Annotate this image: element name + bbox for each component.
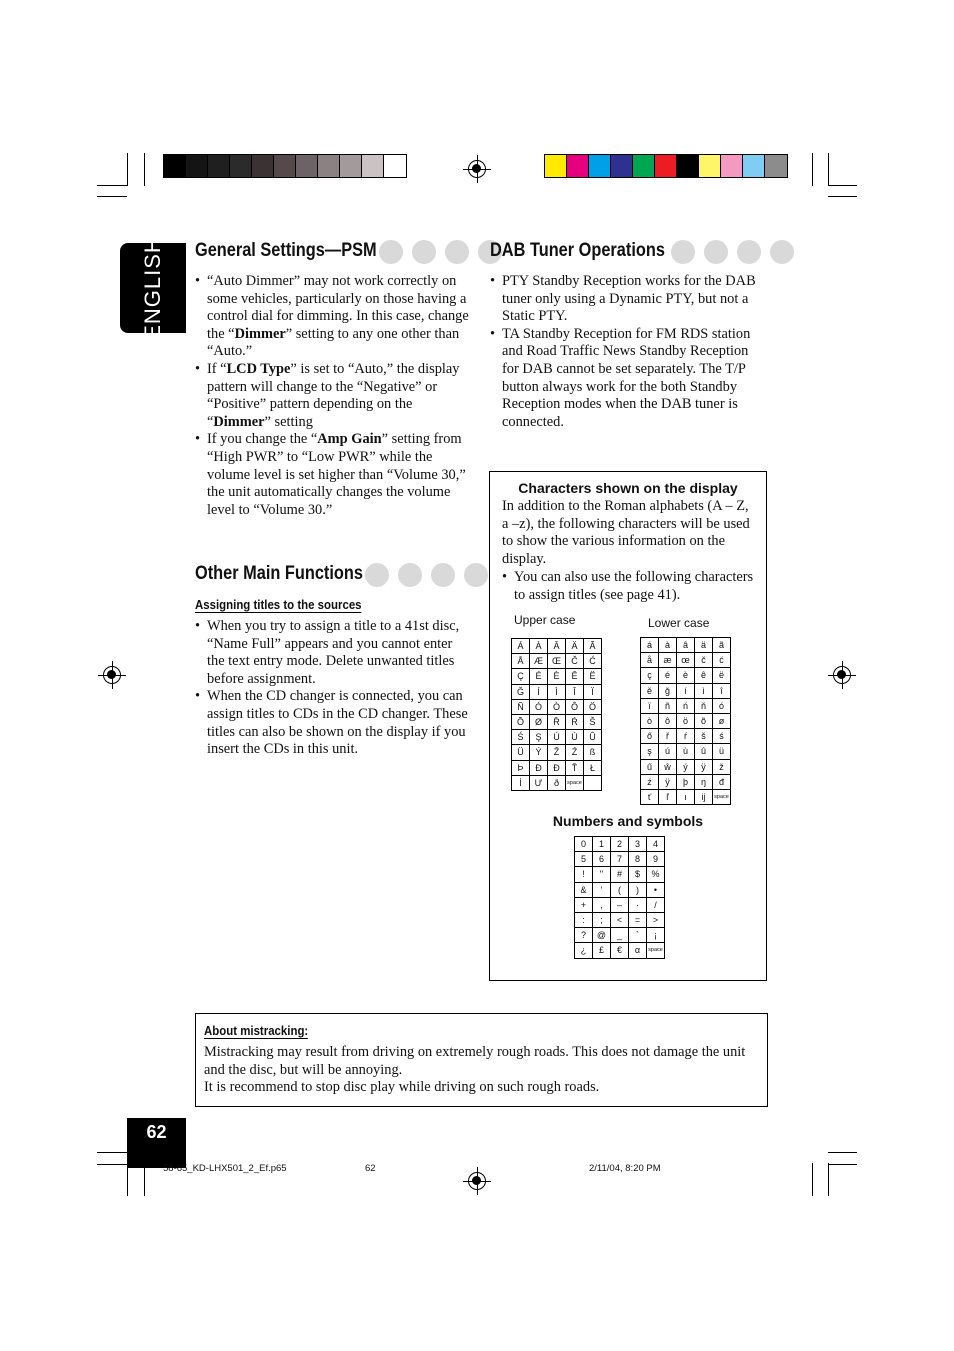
color-swatch [567, 155, 589, 177]
char-cell: : [575, 912, 593, 927]
char-cell: = [629, 912, 647, 927]
mistracking-line: Mistracking may result from driving on extremely rough roads. This does not damage the unit and the disc, but will be annoying. [204, 1044, 746, 1078]
char-cell: Ê [566, 669, 584, 684]
lower-case-label: Lower case [648, 616, 710, 630]
registration-mark-icon [468, 1172, 486, 1190]
footer-date: 2/11/04, 8:20 PM [589, 1163, 661, 1174]
color-swatch [208, 155, 230, 177]
decoration-dot [445, 240, 469, 264]
assigning-titles-subheading: Assigning titles to the sources [195, 597, 362, 612]
char-cell: · [629, 897, 647, 912]
heading-decoration-dots [671, 240, 794, 264]
char-cell: ě [641, 683, 659, 698]
char-cell: Á [512, 639, 530, 654]
color-swatch [384, 155, 406, 177]
decoration-dot [365, 563, 389, 587]
char-cell: Å [512, 654, 530, 669]
crop-mark [812, 1163, 813, 1196]
table-row [512, 760, 602, 775]
table-row [641, 713, 731, 728]
color-swatch [765, 155, 787, 177]
char-cell: â [677, 638, 695, 653]
char-cell: > [647, 912, 665, 927]
char-cell: ñ [659, 698, 677, 713]
char-cell: Ï [584, 684, 602, 699]
table-row [575, 882, 665, 897]
char-cell: ň [695, 698, 713, 713]
char-cell: Ä [566, 639, 584, 654]
char-cell: ì [695, 683, 713, 698]
char-cell: ø [713, 713, 731, 728]
char-cell: ş [641, 744, 659, 759]
char-cell: Œ [548, 654, 566, 669]
char-cell: Ŕ [566, 714, 584, 729]
char-cell [584, 775, 602, 790]
char-cell: + [575, 897, 593, 912]
char-cell: ľ [659, 789, 677, 804]
crop-mark [828, 153, 829, 186]
char-cell: Ú [548, 730, 566, 745]
char-cell: ŋ [695, 774, 713, 789]
char-cell: č [695, 653, 713, 668]
char-cell: Â [548, 639, 566, 654]
char-cell: ÿ [695, 759, 713, 774]
char-cell: 7 [611, 852, 629, 867]
char-cell: É [530, 669, 548, 684]
crop-mark [828, 196, 857, 197]
list-item: • If “LCD Type” is set to “Auto,” the display pattern will change to the “Negative” or “Positive” pattern depending on the “Dimmer” setting [195, 361, 471, 431]
char-cell: < [611, 912, 629, 927]
decoration-dot [464, 563, 488, 587]
char-cell: ó [713, 698, 731, 713]
char-cell: þ [677, 774, 695, 789]
char-cell: Ł [584, 760, 602, 775]
heading-decoration-dots [365, 563, 488, 587]
characters-title: Characters shown on the display [518, 480, 738, 496]
color-swatch [186, 155, 208, 177]
char-cell: ê [695, 668, 713, 683]
char-cell: % [647, 867, 665, 882]
char-cell: ù [677, 744, 695, 759]
char-cell: ć [713, 653, 731, 668]
assigning-titles-list [195, 618, 471, 759]
footer-page: 62 [365, 1163, 376, 1174]
table-row [641, 789, 731, 804]
char-cell: 4 [647, 837, 665, 852]
color-swatch [611, 155, 633, 177]
char-cell: ť [641, 789, 659, 804]
char-cell: ( [611, 882, 629, 897]
char-cell: Ğ [512, 684, 530, 699]
table-row [641, 698, 731, 713]
language-tab [120, 236, 186, 340]
registration-mark-icon [833, 666, 851, 684]
table-row [641, 774, 731, 789]
char-cell: Ñ [512, 699, 530, 714]
crop-mark [97, 1152, 127, 1153]
crop-mark [812, 153, 813, 186]
upper-case-label: Upper case [514, 613, 576, 627]
char-cell: ç [641, 668, 659, 683]
char-cell: Ö [584, 699, 602, 714]
characters-bullet-text: You can also use the following characters to assign titles (see page 41). [514, 569, 754, 603]
char-cell: ž [713, 759, 731, 774]
char-cell: / [647, 897, 665, 912]
char-cell: ¿ [575, 943, 593, 958]
table-row [512, 775, 602, 790]
char-cell: 5 [575, 852, 593, 867]
color-swatch [340, 155, 362, 177]
char-cell: & [575, 882, 593, 897]
char-cell: ř [659, 729, 677, 744]
list-item: • “Auto Dimmer” may not work correctly on some vehicles, particularly on those having a control dial for dimming. In this case, change the “Dimmer” setting to any one other than “Auto.” [195, 273, 471, 361]
decoration-dot [671, 240, 695, 264]
char-cell: Ø [530, 714, 548, 729]
char-cell: Þ [512, 760, 530, 775]
char-cell: ï [641, 698, 659, 713]
color-swatch [699, 155, 721, 177]
char-cell: ð [548, 775, 566, 790]
char-cell: space [566, 775, 584, 790]
char-cell: ß [584, 745, 602, 760]
char-cell: Ã [584, 639, 602, 654]
table-row [641, 729, 731, 744]
char-cell: – [611, 897, 629, 912]
char-cell: õ [695, 713, 713, 728]
mistracking-box [195, 1013, 768, 1107]
process-color-bar [544, 154, 788, 178]
char-cell: @ [593, 928, 611, 943]
char-cell: ű [641, 759, 659, 774]
table-row [641, 683, 731, 698]
table-row [575, 837, 665, 852]
char-cell: Ư [530, 775, 548, 790]
upper-case-table [511, 638, 602, 791]
char-cell: space [713, 789, 731, 804]
list-item: • If you change the “Amp Gain” setting from “High PWR” to “Low PWR” while the volume level is set higher than “Volume 30,” the unit automatically changes the volume level to “Volume 30.” [195, 431, 471, 519]
char-cell: ô [659, 713, 677, 728]
char-cell: Ç [512, 669, 530, 684]
color-swatch [721, 155, 743, 177]
table-row [641, 668, 731, 683]
dab-tuner-list [490, 273, 762, 431]
color-swatch [230, 155, 252, 177]
char-cell: ã [713, 638, 731, 653]
char-cell: Č [566, 654, 584, 669]
char-cell: Û [584, 730, 602, 745]
char-cell: ŵ [659, 759, 677, 774]
table-row [512, 745, 602, 760]
char-cell: 8 [629, 852, 647, 867]
table-row [512, 669, 602, 684]
decoration-dot [412, 240, 436, 264]
mistracking-line: It is recommend to stop disc play while driving on such rough roads. [204, 1079, 600, 1096]
lower-case-table [640, 637, 731, 805]
char-cell: € [611, 943, 629, 958]
char-cell: á [641, 638, 659, 653]
crop-mark [144, 153, 145, 186]
mistracking-title: About mistracking: [204, 1023, 309, 1038]
char-cell: 1 [593, 837, 611, 852]
color-swatch [655, 155, 677, 177]
crop-mark [97, 185, 127, 186]
characters-bullet [502, 569, 758, 604]
mistracking-text [204, 1044, 760, 1097]
char-cell: ı [677, 789, 695, 804]
char-cell: 9 [647, 852, 665, 867]
crop-mark [127, 153, 128, 186]
char-cell: ò [641, 713, 659, 728]
char-cell: Î [566, 684, 584, 699]
char-cell: Ř [548, 714, 566, 729]
table-row [512, 714, 602, 729]
color-swatch [274, 155, 296, 177]
char-cell: Ş [530, 730, 548, 745]
crop-mark [828, 185, 857, 186]
table-row [575, 867, 665, 882]
char-cell: ź [641, 774, 659, 789]
char-cell: î [713, 683, 731, 698]
char-cell: à [659, 638, 677, 653]
char-cell: ) [629, 882, 647, 897]
char-cell: Ì [548, 684, 566, 699]
general-settings-list [195, 273, 471, 519]
color-swatch [296, 155, 318, 177]
char-cell: space [647, 943, 665, 958]
decoration-dot [770, 240, 794, 264]
color-swatch [743, 155, 765, 177]
char-cell: Ù [566, 730, 584, 745]
char-cell: ¡ [647, 928, 665, 943]
char-cell: Ź [566, 745, 584, 760]
table-row [512, 654, 602, 669]
registration-mark-icon [468, 160, 486, 178]
char-cell: Ë [584, 669, 602, 684]
char-cell: ; [593, 912, 611, 927]
table-row [575, 928, 665, 943]
table-row [512, 699, 602, 714]
color-swatch [677, 155, 699, 177]
char-cell: Æ [530, 654, 548, 669]
other-main-functions-heading: Other Main Functions [195, 563, 363, 584]
decoration-dot [398, 563, 422, 587]
char-cell: ğ [659, 683, 677, 698]
table-row [641, 744, 731, 759]
general-settings-heading: General Settings—PSM [195, 240, 377, 261]
char-cell: ý [677, 759, 695, 774]
char-cell: Ý [530, 745, 548, 760]
char-cell: ` [629, 928, 647, 943]
char-cell: " [593, 867, 611, 882]
grayscale-color-bar [163, 154, 407, 178]
char-cell: 6 [593, 852, 611, 867]
char-cell: ö [677, 713, 695, 728]
char-cell: Ò [548, 699, 566, 714]
table-row [641, 759, 731, 774]
footer-filename: 58-65_KD-LHX501_2_Ef.p65 [163, 1163, 287, 1174]
list-item: • PTY Standby Reception works for the DAB tuner only using a Dynamic PTY, but not a Static PTY. [490, 273, 762, 326]
crop-mark [97, 1164, 127, 1165]
char-cell: ś [713, 729, 731, 744]
char-cell: Ó [530, 699, 548, 714]
bullet-glyph: • [502, 569, 508, 585]
crop-mark [97, 196, 127, 197]
char-cell: æ [659, 653, 677, 668]
color-swatch [164, 155, 186, 177]
char-cell: È [548, 669, 566, 684]
char-cell: Í [530, 684, 548, 699]
char-cell: 2 [611, 837, 629, 852]
char-cell: í [677, 683, 695, 698]
list-item: • When the CD changer is connected, you can assign titles to CDs in the CD changer. These titles can also be shown on the display if you insert the CDs in this unit. [195, 688, 471, 758]
char-cell: À [530, 639, 548, 654]
char-cell: š [695, 729, 713, 744]
color-swatch [362, 155, 384, 177]
char-cell: Ô [566, 699, 584, 714]
dab-tuner-heading: DAB Tuner Operations [490, 240, 665, 261]
char-cell: 3 [629, 837, 647, 852]
char-cell: ő [641, 729, 659, 744]
char-cell: • [647, 882, 665, 897]
char-cell: Ś [512, 730, 530, 745]
numbers-symbols-table [574, 836, 665, 959]
decoration-dot [379, 240, 403, 264]
list-item: • TA Standby Reception for FM RDS station and Road Traffic News Standby Reception for DAB cannot be set separately. The T/P button always work for the both Standby Reception modes when the DAB tuner is connected. [490, 326, 762, 432]
decoration-dot [431, 563, 455, 587]
table-row [575, 912, 665, 927]
table-row [512, 639, 602, 654]
color-swatch [318, 155, 340, 177]
char-cell: ú [659, 744, 677, 759]
language-tab-label: ENGLISH [140, 236, 165, 340]
char-cell: å [641, 653, 659, 668]
char-cell: ? [575, 928, 593, 943]
decoration-dot [704, 240, 728, 264]
char-cell: ŕ [677, 729, 695, 744]
color-swatch [252, 155, 274, 177]
char-cell: û [695, 744, 713, 759]
table-row [512, 730, 602, 745]
char-cell: Š [584, 714, 602, 729]
heading-decoration-dots [379, 240, 502, 264]
crop-mark [828, 1163, 829, 1196]
table-row [575, 897, 665, 912]
char-cell: Õ [512, 714, 530, 729]
char-cell: ÿ [659, 774, 677, 789]
char-cell: Ć [584, 654, 602, 669]
char-cell: _ [611, 928, 629, 943]
char-cell: Đ [530, 760, 548, 775]
char-cell: œ [677, 653, 695, 668]
table-row [512, 684, 602, 699]
color-swatch [589, 155, 611, 177]
char-cell: ' [593, 882, 611, 897]
char-cell: 0 [575, 837, 593, 852]
table-row [641, 638, 731, 653]
char-cell: $ [629, 867, 647, 882]
page-number: 62 [127, 1118, 186, 1168]
table-row [575, 852, 665, 867]
char-cell: # [611, 867, 629, 882]
char-cell: , [593, 897, 611, 912]
char-cell: α [629, 943, 647, 958]
char-cell: đ [713, 774, 731, 789]
registration-mark-icon [103, 666, 121, 684]
characters-intro: In addition to the Roman alphabets (A – Z, a –z), the following characters will be used to show the various information on the display. [502, 498, 750, 567]
char-cell: ä [695, 638, 713, 653]
char-cell: Ð [548, 760, 566, 775]
char-cell: ! [575, 867, 593, 882]
table-row [641, 653, 731, 668]
list-item: • When you try to assign a title to a 41st disc, “Name Full” appears and you cannot enter the text entry mode. Delete unwanted titles before assignment. [195, 618, 471, 688]
color-swatch [633, 155, 655, 177]
numbers-symbols-label: Numbers and symbols [552, 813, 704, 829]
crop-mark [828, 1152, 857, 1153]
decoration-dot [737, 240, 761, 264]
char-cell: İ [512, 775, 530, 790]
char-cell: Ü [512, 745, 530, 760]
color-swatch [545, 155, 567, 177]
char-cell: è [677, 668, 695, 683]
char-cell: £ [593, 943, 611, 958]
char-cell: ü [713, 744, 731, 759]
char-cell: Ť [566, 760, 584, 775]
char-cell: Ž [548, 745, 566, 760]
table-row [575, 943, 665, 958]
crop-mark [828, 1164, 857, 1165]
char-cell: ë [713, 668, 731, 683]
char-cell: ń [677, 698, 695, 713]
characters-box [489, 471, 767, 981]
char-cell: é [659, 668, 677, 683]
char-cell: ij [695, 789, 713, 804]
